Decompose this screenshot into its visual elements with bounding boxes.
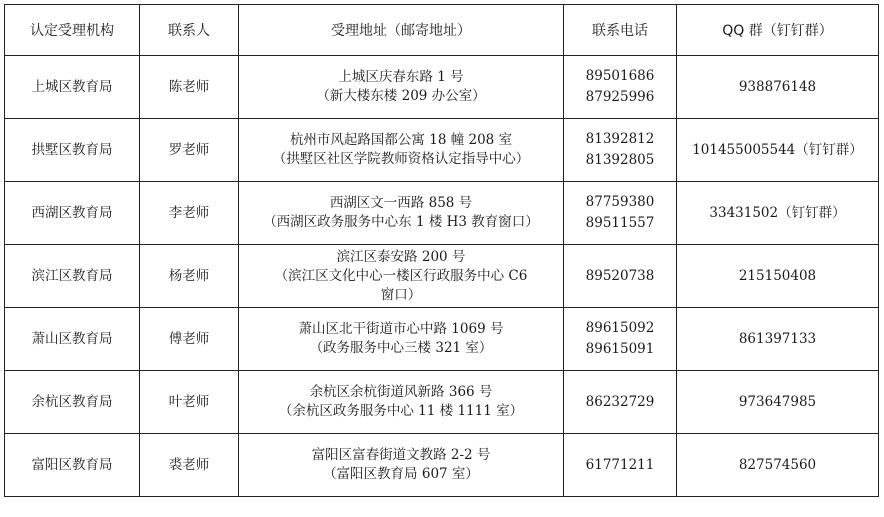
agency-contact-table	[4, 4, 879, 497]
table-row	[5, 371, 879, 434]
header-phone: 联系电话	[564, 5, 677, 56]
contact-person-cell: 杨老师	[140, 245, 239, 308]
address-line: 余杭区余杭街道风新路 366 号	[309, 384, 493, 400]
address-line: （新大楼东楼 209 办公室）	[316, 88, 486, 104]
address-cell	[239, 245, 564, 308]
address-line: （政务服务中心三楼 321 室）	[309, 340, 493, 356]
address-line: （富阳区教育局 607 室）	[323, 466, 479, 482]
phone-cell	[564, 434, 677, 497]
contact-person-cell: 叶老师	[140, 371, 239, 434]
qq-group-cell: 827574560	[677, 434, 879, 497]
contact-person-cell: 裘老师	[140, 434, 239, 497]
agency-cell: 余杭区教育局	[5, 371, 140, 434]
qq-group-cell: 938876148	[677, 56, 879, 119]
agency-cell: 萧山区教育局	[5, 308, 140, 371]
table-row	[5, 56, 879, 119]
address-cell	[239, 434, 564, 497]
address-line: （滨江区文化中心一楼区行政服务中心 C6	[274, 267, 528, 284]
qq-group-cell: 973647985	[677, 371, 879, 434]
header-agency: 认定受理机构	[5, 5, 140, 56]
address-line: （拱墅区社区学院教师资格认定指导中心）	[272, 151, 530, 167]
address-cell	[239, 308, 564, 371]
phone-number: 89511557	[585, 215, 655, 231]
phone-number: 87759380	[585, 194, 655, 210]
agency-cell: 滨江区教育局	[5, 245, 140, 308]
contact-person-cell: 傅老师	[140, 308, 239, 371]
phone-cell	[564, 56, 677, 119]
header-contact: 联系人	[140, 5, 239, 56]
phone-cell	[564, 182, 677, 245]
address-line: 西湖区文一西路 858 号	[329, 195, 473, 211]
phone-number: 89501686	[585, 68, 655, 84]
phone-cell	[564, 119, 677, 182]
header-qq: QQ 群（钉钉群）	[677, 5, 879, 56]
contact-person-cell: 李老师	[140, 182, 239, 245]
phone-cell	[564, 308, 677, 371]
agency-cell: 上城区教育局	[5, 56, 140, 119]
phone-number: 81392805	[585, 152, 655, 168]
qq-group-cell: 861397133	[677, 308, 879, 371]
header-address: 受理地址（邮寄地址）	[239, 5, 564, 56]
contact-person-cell: 罗老师	[140, 119, 239, 182]
address-line: 滨江区泰安路 200 号	[336, 248, 466, 265]
phone-number: 86232729	[585, 393, 655, 410]
address-cell	[239, 371, 564, 434]
address-cell	[239, 119, 564, 182]
phone-number: 89520738	[585, 267, 655, 284]
address-line: （余杭区政务服务中心 11 楼 1111 室）	[278, 403, 524, 419]
address-line: 富阳区富春街道文教路 2-2 号	[311, 447, 491, 463]
agency-cell: 拱墅区教育局	[5, 119, 140, 182]
table-row	[5, 245, 879, 308]
address-line: （西湖区政务服务中心东 1 楼 H3 教育窗口）	[263, 214, 539, 230]
address-line: 萧山区北干街道市心中路 1069 号	[298, 321, 504, 337]
qq-group-cell: 33431502（钉钉群）	[677, 182, 879, 245]
table-row	[5, 182, 879, 245]
phone-number: 89615091	[585, 341, 655, 357]
qq-group-cell: 101455005544（钉钉群）	[677, 119, 879, 182]
address-line: 窗口）	[380, 286, 422, 303]
qq-group-cell: 215150408	[677, 245, 879, 308]
table-body	[5, 56, 879, 497]
table-row	[5, 119, 879, 182]
phone-number: 87925996	[585, 89, 655, 105]
address-line: 杭州市风起路国都公寓 18 幢 208 室	[289, 132, 513, 148]
address-line: 上城区庆春东路 1 号	[338, 69, 464, 85]
phone-number: 81392812	[585, 131, 655, 147]
agency-cell: 富阳区教育局	[5, 434, 140, 497]
phone-number: 89615092	[585, 320, 655, 336]
agency-cell: 西湖区教育局	[5, 182, 140, 245]
table-row	[5, 434, 879, 497]
phone-cell	[564, 245, 677, 308]
phone-cell	[564, 371, 677, 434]
header-row	[5, 5, 879, 56]
address-cell	[239, 56, 564, 119]
address-cell	[239, 182, 564, 245]
table-row	[5, 308, 879, 371]
phone-number: 61771211	[585, 456, 655, 473]
agency-contact-table-wrapper	[4, 4, 879, 497]
contact-person-cell: 陈老师	[140, 56, 239, 119]
